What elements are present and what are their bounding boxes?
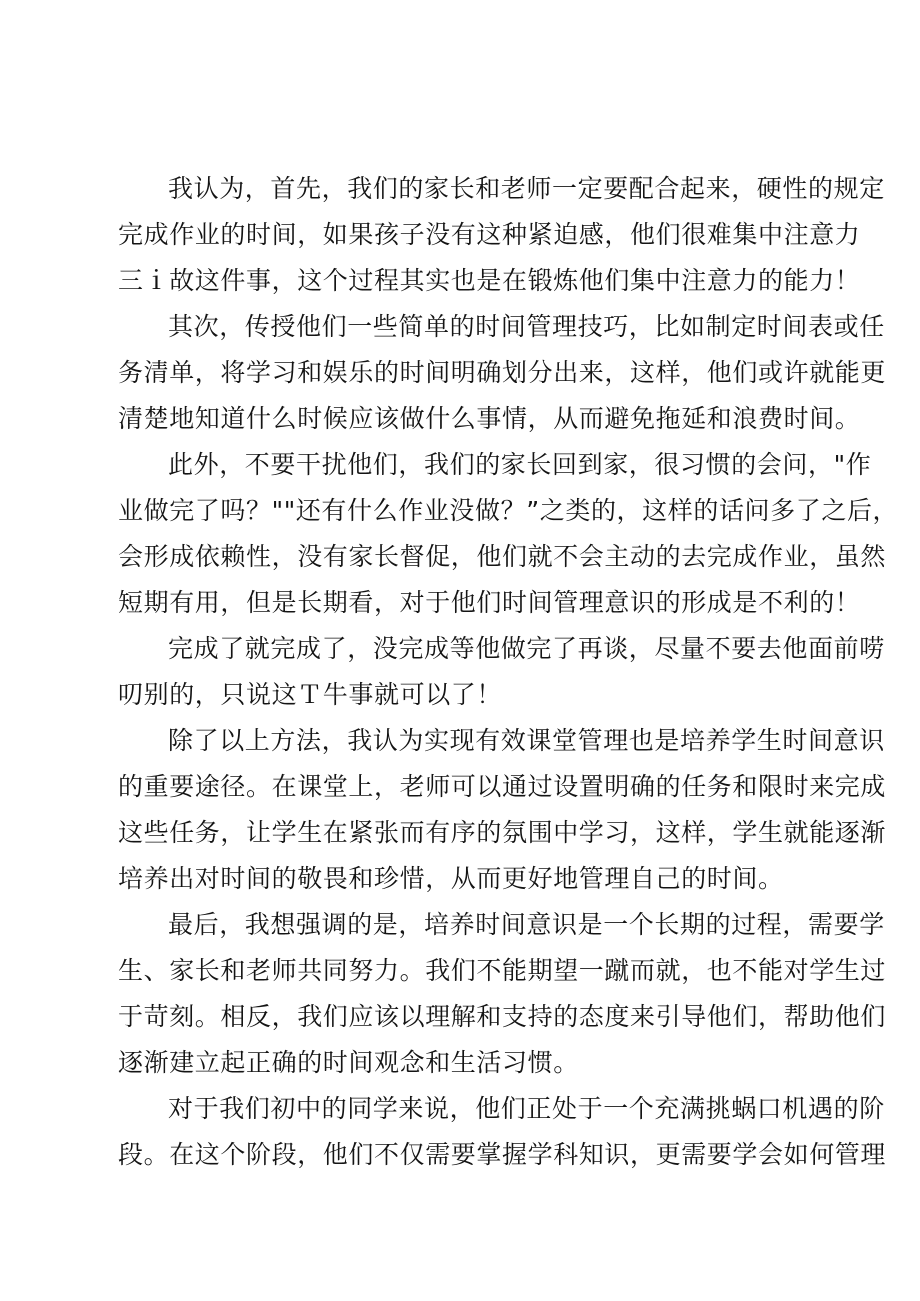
text-line-16: 培养出对时间的敬畏和珍惜，从而更好地管理自己的时间。 (118, 864, 784, 893)
text-line-15: 这些任务，让学生在紧张而有序的氛围中学习，这样，学生就能逐渐 (118, 818, 887, 847)
text-line-14: 的重要途径。在课堂上，老师可以通过设置明确的任务和限时来完成 (118, 772, 887, 801)
text-line-5: 务清单，将学习和娱乐的时间明确划分出来，这样，他们或许就能更 (118, 358, 887, 387)
text-line-6: 清楚地知道什么时候应该做什么事情，从而避免拖延和浪费时间。 (118, 404, 861, 433)
text-line-4: 其次，传授他们一些简单的时间管理技巧，比如制定时间表或任 (168, 312, 885, 341)
text-line-18: 生、家长和老师共同努力。我们不能期望一蹴而就，也不能对学生过 (118, 956, 887, 985)
text-line-19: 于苛刻。相反，我们应该以理解和支持的态度来引导他们，帮助他们 (118, 1002, 887, 1031)
text-line-2: 完成作业的时间，如果孩子没有这种紧迫感，他们很难集中注意力 (118, 220, 861, 249)
text-line-3: 三ｉ故这件事，这个过程其实也是在锻炼他们集中注意力的能力！ (118, 266, 861, 295)
text-line-9: 会形成依赖性，没有家长督促，他们就不会主动的去完成作业，虽然 (118, 542, 887, 571)
text-line-7: 此外，不要干扰他们，我们的家长回到家，很习惯的会问，"作 (168, 450, 872, 479)
text-line-11: 完成了就完成了，没完成等他做完了再谈，尽量不要去他面前唠 (168, 634, 885, 663)
text-line-21: 对于我们初中的同学来说，他们正处于一个充满挑蜗口机遇的阶 (168, 1094, 885, 1123)
text-line-12: 叨别的，只说这Ｔ牛事就可以了！ (118, 680, 503, 709)
text-line-1: 我认为，首先，我们的家长和老师一定要配合起来，硬性的规定 (168, 174, 885, 203)
text-line-22: 段。在这个阶段，他们不仅需要掌握学科知识，更需要学会如何管理 (118, 1140, 887, 1169)
text-line-20: 逐渐建立起正确的时间观念和生活习惯。 (118, 1048, 579, 1077)
text-line-10: 短期有用，但是长期看，对于他们时间管理意识的形成是不利的！ (118, 588, 861, 617)
text-line-17: 最后，我想强调的是，培养时间意识是一个长期的过程，需要学 (168, 910, 885, 939)
text-line-13: 除了以上方法，我认为实现有效课堂管理也是培养学生时间意识 (168, 726, 885, 755)
text-line-8: 业做完了吗？""还有什么作业没做？”之类的，这样的话问多了之后， (118, 496, 899, 525)
